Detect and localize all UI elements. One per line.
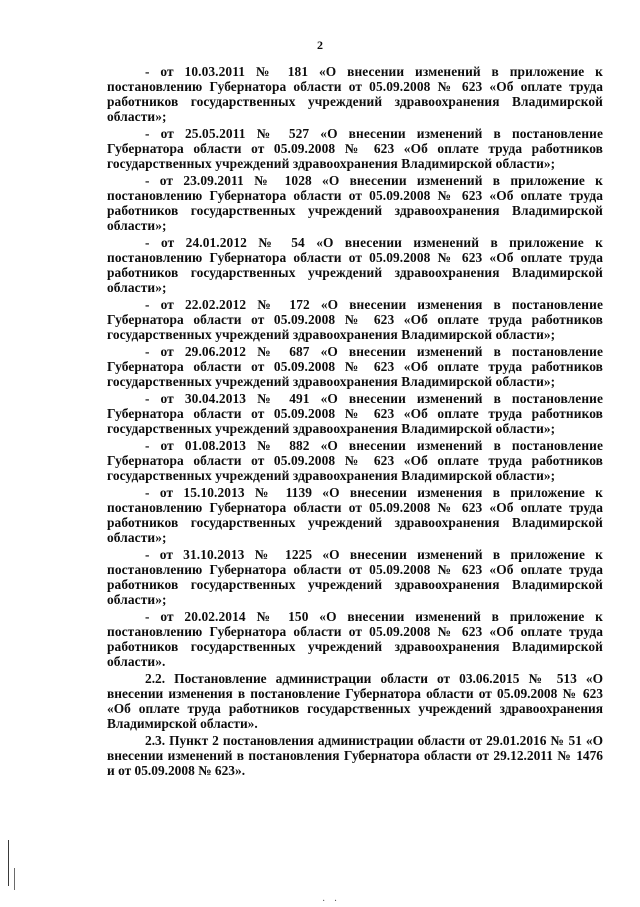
list-item: - от 20.02.2014 № 150 «О внесении изменений в приложение к постановлению Губернатора области от 05.09.2008 № 623 «Об оплате труда работников государственных учреждений здравоохранения Владимирской области». bbox=[107, 609, 603, 669]
document-body bbox=[107, 64, 603, 778]
list-item: - от 23.09.2011 № 1028 «О внесении изменений в приложение к постановлению Губернатора области от 05.09.2008 № 623 «Об оплате труда работников государственных учреждений здравоохранения Владимирской области»; bbox=[107, 173, 603, 233]
list-item: - от 29.06.2012 № 687 «О внесении изменений в постановление Губернатора области от 05.09.2008 № 623 «Об оплате труда работников государственных учреждений здравоохранения Владимирской области»; bbox=[107, 344, 603, 389]
scan-margin-line bbox=[8, 840, 9, 886]
list-item: - от 30.04.2013 № 491 «О внесении изменений в постановление Губернатора области от 05.09.2008 № 623 «Об оплате труда работников государственных учреждений здравоохранения Владимирской области»; bbox=[107, 391, 603, 436]
scan-marks: · · bbox=[322, 896, 341, 907]
list-item: - от 15.10.2013 № 1139 «О внесении изменения в приложение к постановлению Губернатора области от 05.09.2008 № 623 «Об оплате труда работников государственных учреждений здравоохранения Владимирской области»; bbox=[107, 485, 603, 545]
list-item: - от 31.10.2013 № 1225 «О внесении изменений в приложение к постановлению Губернатора области от 05.09.2008 № 623 «Об оплате труда работников государственных учреждений здравоохранения Владимирской области»; bbox=[107, 547, 603, 607]
paragraph-2-3: 2.3. Пункт 2 постановления администрации области от 29.01.2016 № 51 «О внесении изменений в постановления Губернатора области от 29.12.2011 № 1476 и от 05.09.2008 № 623». bbox=[107, 733, 603, 778]
list-item: - от 10.03.2011 № 181 «О внесении изменений в приложение к постановлению Губернатора области от 05.09.2008 № 623 «Об оплате труда работников государственных учреждений здравоохранения Владимирской области»; bbox=[107, 64, 603, 124]
list-item: - от 22.02.2012 № 172 «О внесении изменения в постановление Губернатора области от 05.09.2008 № 623 «Об оплате труда работников государственных учреждений здравоохранения Владимирской области»; bbox=[107, 297, 603, 342]
list-item: - от 24.01.2012 № 54 «О внесении изменений в приложение к постановлению Губернатора области от 05.09.2008 № 623 «Об оплате труда работников государственных учреждений здравоохранения Владимирской области»; bbox=[107, 235, 603, 295]
scan-margin-line bbox=[14, 868, 15, 890]
list-item: - от 25.05.2011 № 527 «О внесении изменений в постановление Губернатора области от 05.09.2008 № 623 «Об оплате труда работников государственных учреждений здравоохранения Владимирской области»; bbox=[107, 126, 603, 171]
paragraph-2-2: 2.2. Постановление администрации области от 03.06.2015 № 513 «О внесении изменения в постановление Губернатора области от 05.09.2008 № 623 «Об оплате труда работников государственных учреждений здравоохранения Владимирской области». bbox=[107, 671, 603, 731]
page-number: 2 bbox=[317, 38, 323, 52]
list-item: - от 01.08.2013 № 882 «О внесении изменений в постановление Губернатора области от 05.09.2008 № 623 «Об оплате труда работников государственных учреждений здравоохранения Владимирской области»; bbox=[107, 438, 603, 483]
